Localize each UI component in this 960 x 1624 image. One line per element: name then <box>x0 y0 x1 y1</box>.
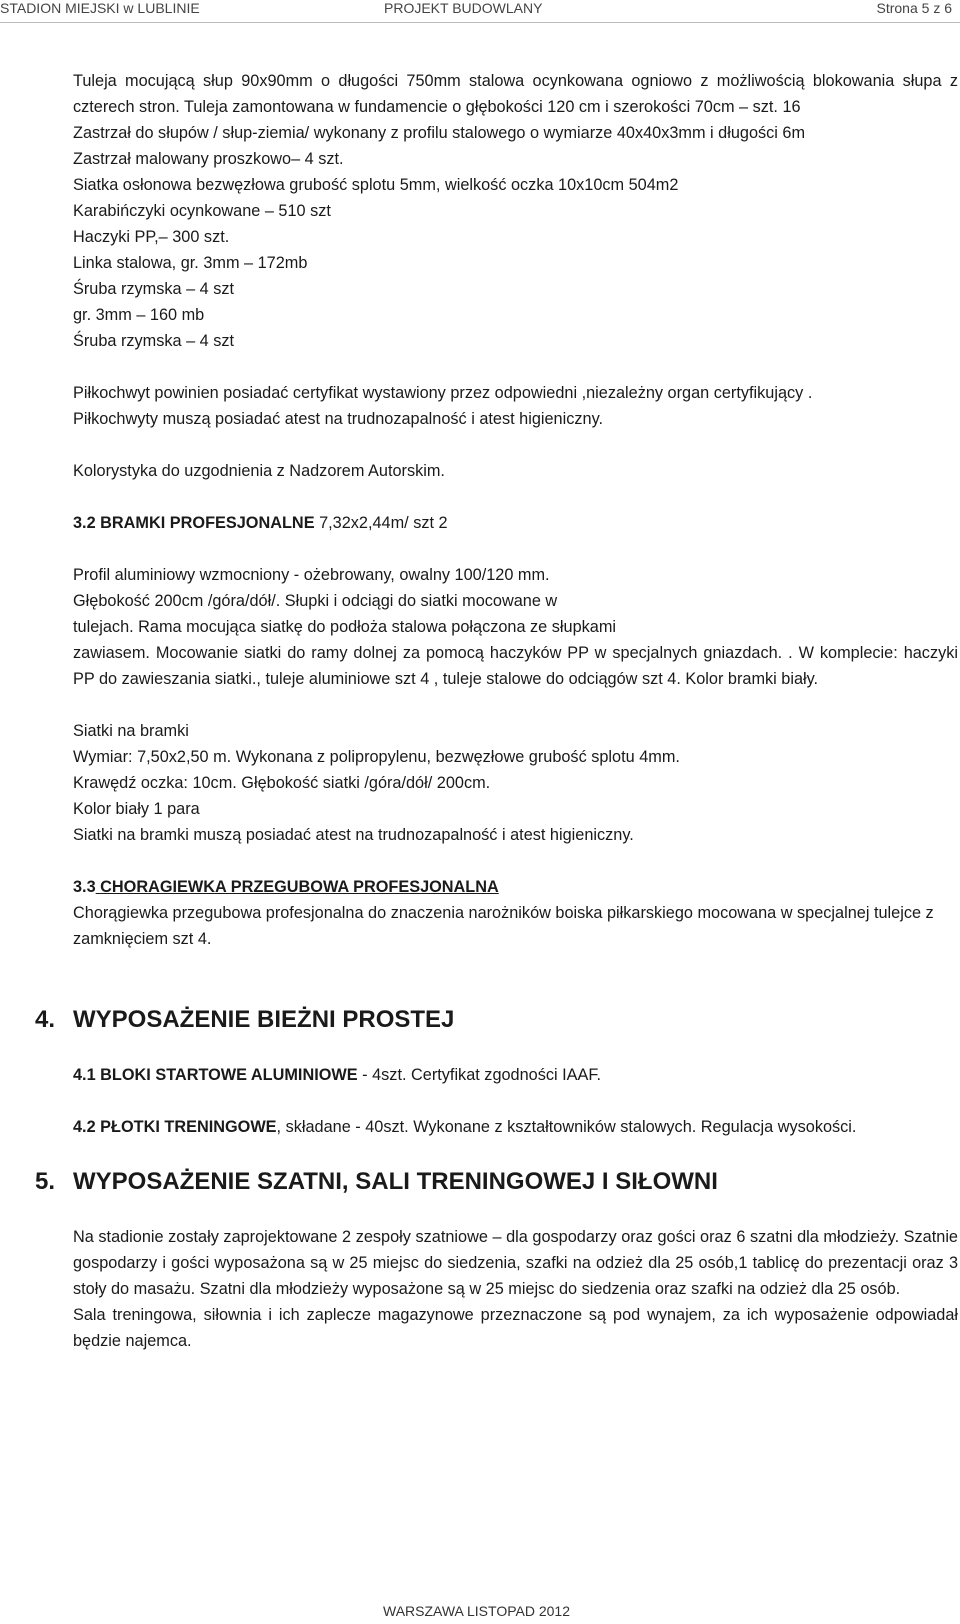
section-3-3-text: Chorągiewka przegubowa profesjonalna do znaczenia narożników boiska piłkarskiego mocowana w specjalnej tulejce z zamknięciem szt 4. <box>73 904 934 948</box>
section-3-3-title: CHORAGIEWKA PRZEGUBOWA PROFESJONALNA <box>95 878 499 896</box>
nets-line: Krawędź oczka: 10cm. Głębokość siatki /góra/dół/ 200cm. <box>73 774 491 792</box>
section-3-2-number: 3.2 <box>73 514 96 532</box>
chapter-5-number: 5. <box>35 1168 56 1195</box>
item-4-1-title: BLOKI STARTOWE ALUMINIOWE <box>95 1066 358 1084</box>
section-3-3-number: 3.3 <box>73 878 96 896</box>
nets-line: Siatki na bramki muszą posiadać atest na trudnozapalność i atest higieniczny. <box>73 826 634 844</box>
certificate-line: Piłkochwyty muszą posiadać atest na trudnozapalność i atest higieniczny. <box>73 410 604 428</box>
goal-paragraph-line: tulejach. Rama mocująca siatkę do podłoża stalowa połączona ze słupkami <box>73 618 617 636</box>
chapter-5-heading <box>35 1166 920 1198</box>
chapter-5-paragraph: Sala treningowa, siłownia i ich zaplecze magazynowe przeznaczone są pod wynajem, za ich wyposażenie odpowiadał będzie najemca. <box>73 1306 958 1350</box>
intro-line: Haczyki PP,– 300 szt. <box>73 228 230 246</box>
header-document-type: PROJEKT BUDOWLANY <box>384 0 543 16</box>
intro-line: Tuleja mocującą słup 90x90mm o długości 750mm stalowa ocynkowana ogniowo z możliwością blokowania słupa z czterech stron. Tuleja zamontowana w fundamencie o głębokości 120 cm i szerokości 70cm – szt. 16 <box>73 72 958 116</box>
intro-line: Śruba rzymska – 4 szt <box>73 332 235 350</box>
goal-paragraph-line: Profil aluminiowy wzmocniony - ożebrowany, owalny 100/120 mm. <box>73 566 550 584</box>
chapter-4-number: 4. <box>35 1006 56 1033</box>
item-4-1-text: - 4szt. Certyfikat zgodności IAAF. <box>357 1066 602 1084</box>
section-3-2-title: BRAMKI PROFESJONALNE <box>95 514 315 532</box>
intro-line: Zastrzał do słupów / słup-ziemia/ wykonany z profilu stalowego o wymiarze 40x40x3mm i długości 6m <box>73 124 806 142</box>
nets-line: Wymiar: 7,50x2,50 m. Wykonana z polipropylenu, bezwęzłowe grubość splotu 4mm. <box>73 748 680 766</box>
section-3-3-heading <box>73 874 958 900</box>
header-page-number: Strona 5 z 6 <box>876 0 952 16</box>
item-4-2-text: , składane - 40szt. Wykonane z kształtowników stalowych. Regulacja wysokości. <box>276 1118 857 1136</box>
certificate-line: Piłkochwyt powinien posiadać certyfikat wystawiony przez odpowiedni ,niezależny organ certyfikujący . <box>73 384 813 402</box>
section-3-2-heading <box>73 510 958 536</box>
chapter-4-heading <box>35 1004 920 1036</box>
intro-line: Karabińczyki ocynkowane – 510 szt <box>73 202 331 220</box>
intro-line: Linka stalowa, gr. 3mm – 172mb <box>73 254 308 272</box>
item-4-2 <box>73 1114 958 1140</box>
section-3-2-spec: 7,32x2,44m/ szt 2 <box>314 514 448 532</box>
nets-line: Kolor biały 1 para <box>73 800 200 818</box>
document-body <box>35 68 958 1354</box>
item-4-1-number: 4.1 <box>73 1066 96 1084</box>
header-project-name: STADION MIEJSKI w LUBLINIE <box>0 0 200 16</box>
intro-line: Śruba rzymska – 4 szt <box>73 280 235 298</box>
goal-paragraph-line: zawiasem. Mocowanie siatki do ramy dolnej za pomocą haczyków PP w specjalnych gniazdach. . W komplecie: haczyki PP do zawieszania siatki., tuleje aluminiowe szt 4 , tuleje stalowe do odciągów szt 4. Kolor bramki biały. <box>73 644 958 688</box>
page-header <box>0 0 960 23</box>
page-footer: WARSZAWA LISTOPAD 2012 <box>383 1603 570 1619</box>
intro-line: Siatka osłonowa bezwęzłowa grubość splotu 5mm, wielkość oczka 10x10cm 504m2 <box>73 176 679 194</box>
chapter-5-title: WYPOSAŻENIE SZATNI, SALI TRENINGOWEJ I SIŁOWNI <box>73 1168 718 1195</box>
chapter-4-title: WYPOSAŻENIE BIEŻNI PROSTEJ <box>73 1006 455 1033</box>
intro-line: Zastrzał malowany proszkowo– 4 szt. <box>73 150 344 168</box>
nets-line: Siatki na bramki <box>73 722 189 740</box>
item-4-2-title: PŁOTKI TRENINGOWE <box>95 1118 277 1136</box>
intro-line: gr. 3mm – 160 mb <box>73 306 205 324</box>
item-4-1 <box>73 1062 958 1088</box>
item-4-2-number: 4.2 <box>73 1118 96 1136</box>
color-note: Kolorystyka do uzgodnienia z Nadzorem Autorskim. <box>73 462 445 480</box>
goal-paragraph-line: Głębokość 200cm /góra/dół/. Słupki i odciągi do siatki mocowane w <box>73 592 558 610</box>
chapter-5-paragraph: Na stadionie zostały zaprojektowane 2 zespoły szatniowe – dla gospodarzy oraz gości oraz 6 szatni dla młodzieży. Szatnie gospodarzy i gości wyposażona są w 25 miejsc do siedzenia, szafki na odzież dla 25 osób,1 tablicę do prezentacji oraz 3 stoły do masażu. Szatni dla młodzieży wyposażone są w 25 miejsc do siedzenia oraz szafki na odzież dla 25 osób. <box>73 1228 958 1298</box>
